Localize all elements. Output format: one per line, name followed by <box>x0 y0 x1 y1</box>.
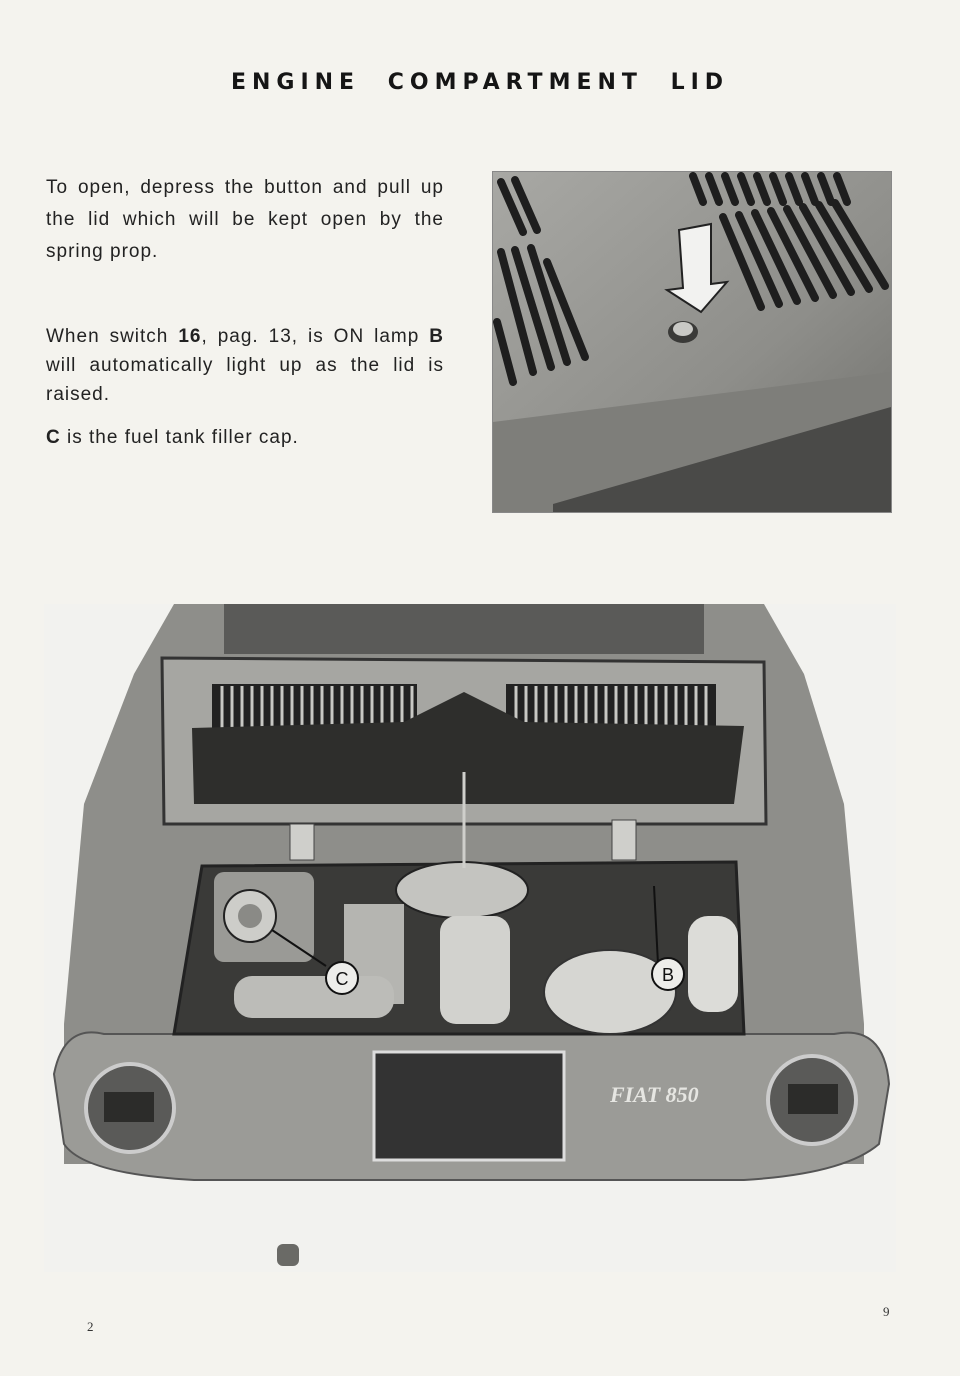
page-number-left: 2 <box>87 1319 94 1334</box>
switch-number: 16 <box>178 326 202 347</box>
page-number-right: 9 <box>883 1304 890 1319</box>
fiat-badge: FIAT 850 <box>610 1082 699 1107</box>
paragraph-fuel-cap: C is the fuel tank filler cap. <box>46 427 299 448</box>
fuel-cap-letter: C <box>46 427 61 448</box>
callout-b-label: B <box>661 965 675 985</box>
paragraph-lamp-switch: When switch 16, pag. 13, is ON lamp B will automatically light up as the lid is raised. <box>46 326 444 405</box>
paragraph-open-instructions: To open, depress the button and pull up the lid which will be kept open by the spring prop. <box>46 177 444 262</box>
engine-compartment-photo <box>44 604 896 1272</box>
callout-c-label: C <box>335 969 349 989</box>
lid-button-photo <box>492 171 892 513</box>
page-title: ENGINE COMPARTMENT LID <box>230 70 730 95</box>
lamp-letter: B <box>429 326 444 347</box>
